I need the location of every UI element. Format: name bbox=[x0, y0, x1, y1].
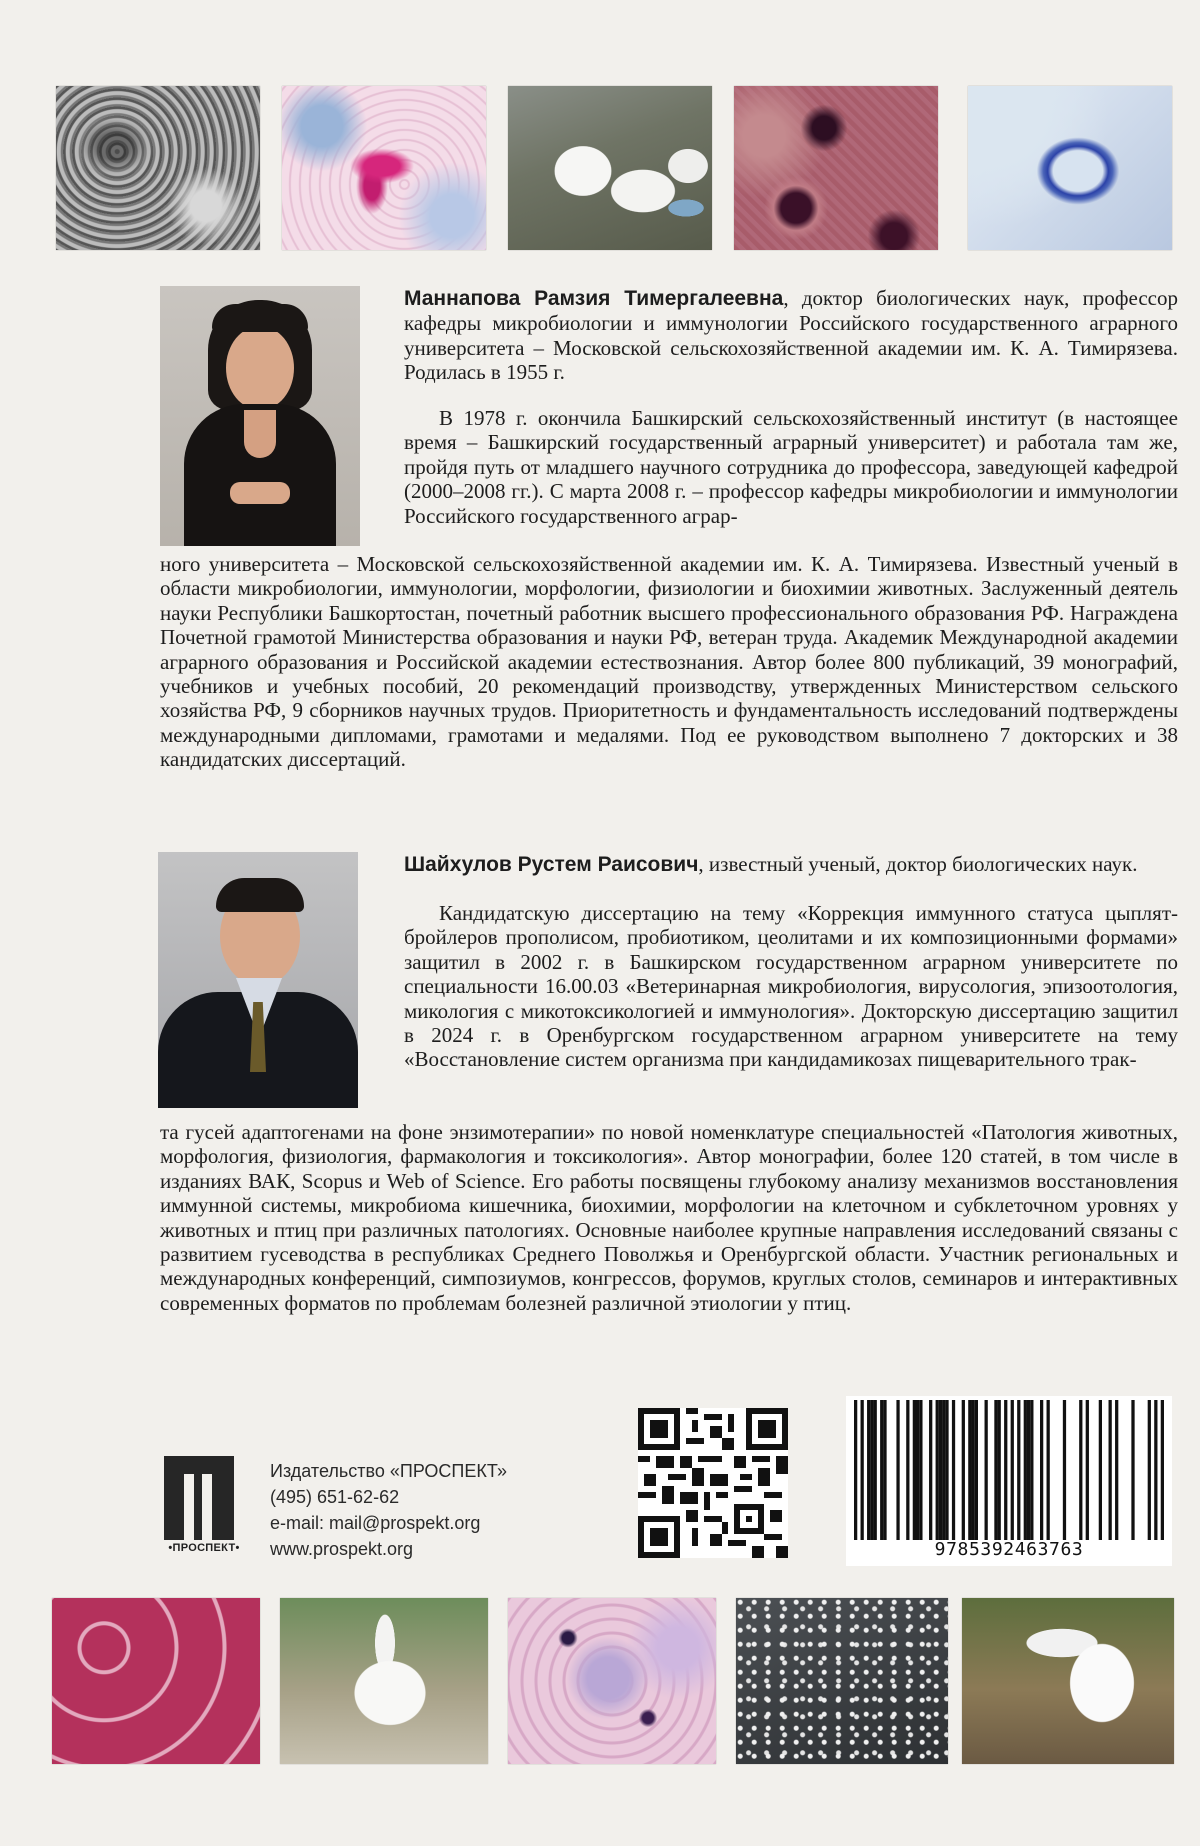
barcode-bar bbox=[962, 1400, 965, 1540]
barcode-bar bbox=[1047, 1400, 1050, 1540]
blue-stained-cell-image bbox=[968, 86, 1172, 250]
barcode-bar bbox=[994, 1400, 997, 1540]
barcode-digits: 9785392463763 bbox=[934, 1539, 1084, 1560]
author2-intro-text: , известный ученый, доктор биологических наук. bbox=[698, 852, 1138, 876]
stained-smear-image bbox=[282, 86, 486, 250]
publisher-info bbox=[270, 1458, 507, 1562]
barcode-bar bbox=[929, 1400, 932, 1540]
tissue-section-image bbox=[734, 86, 938, 250]
barcode-bar bbox=[952, 1400, 955, 1540]
barcode-bar bbox=[1004, 1400, 1007, 1540]
barcode-bar bbox=[1115, 1400, 1118, 1540]
barcode-bar bbox=[971, 1400, 974, 1540]
barcode-bar bbox=[854, 1400, 857, 1540]
author1-photo bbox=[160, 286, 360, 546]
barcode-bar bbox=[861, 1400, 864, 1540]
barcode-bar bbox=[1040, 1400, 1043, 1540]
barcode-bar bbox=[1030, 1400, 1033, 1540]
barcode-bar bbox=[1131, 1400, 1134, 1540]
barcode-bar bbox=[906, 1400, 909, 1540]
publisher-website: www.prospekt.org bbox=[270, 1539, 414, 1559]
author2-bio-side: Кандидатскую диссертацию на тему «Коррекция иммунного статуса цыплят-бройлеров прополисом, пробиотиком, цеолитами и их композиционными формами» защитил в 2002 г. в Башкирском государственном аграрном университете по специальности 16.00.03 «Ветеринарная микробиология, вирусология, эпизоотология, микология с микотоксикологией и иммунология». Докторскую диссертацию защитил в 2024 г. в Оренбургском государственном аграрном университете на тему «Восстановление систем организма при кандидамикозах пищеварительного трак- bbox=[404, 901, 1178, 1072]
qr-code bbox=[638, 1408, 788, 1558]
author2-bio-full: та гусей адаптогенами на фоне энзимотерапии» по новой номенклатуре специальностей «Патология животных, морфология, физиология, фармакология и токсикология». Автор монографии, более 120 статей, в том числе в изданиях ВАК, Scopus и Web of Science. Его работы посвящены глубокому анализу механизмов восстановления иммунной системы, микробиома кишечника, биохимии, морфологии на клеточном и субклеточном уровнях у животных и птиц при различных патологиях. Основные наиболее крупные направления исследований связаны с развитием гусеводства в республиках Среднего Поволжья и Оренбургской области. Участник региональных и международных конференций, симпозиумов, конгрессов, форумов, круглых столов, семинаров и интерактивных современных форматов по проблемам болезней различной этиологии у птиц. bbox=[160, 1120, 1178, 1315]
publisher-logo-mark bbox=[164, 1456, 234, 1540]
publisher-email: e-mail: mail@prospekt.org bbox=[270, 1513, 481, 1533]
barcode-bar bbox=[1109, 1400, 1112, 1540]
barcode-bar bbox=[870, 1400, 873, 1540]
barcode-bar bbox=[942, 1400, 945, 1540]
barcode-bar bbox=[1017, 1400, 1020, 1540]
barcode-bar bbox=[1099, 1400, 1102, 1540]
publisher-logo-text: •ПРОСПЕКТ• bbox=[168, 1542, 240, 1554]
barcode-bar bbox=[1154, 1400, 1157, 1540]
geese-photo-2 bbox=[280, 1598, 488, 1764]
barcode-bar bbox=[998, 1400, 1001, 1540]
barcode-bar bbox=[936, 1400, 939, 1540]
barcode-bar bbox=[1079, 1400, 1082, 1540]
barcode-bar bbox=[896, 1400, 899, 1540]
barcode-bar bbox=[1086, 1400, 1089, 1540]
goose-flapping-photo bbox=[962, 1598, 1174, 1764]
author1-intro-text: , доктор биологических наук, профессор кафедры микробиологии и иммунологии Российского государственного аграрного университета – Московской сельскохозяйственной академии им. К. А. Тимирязева. Родилась в 1955 г. bbox=[404, 286, 1178, 385]
geese-photo bbox=[508, 86, 712, 250]
barcode-bar bbox=[1011, 1400, 1014, 1540]
barcode-bar bbox=[1148, 1400, 1151, 1540]
barcode-bar bbox=[883, 1400, 886, 1540]
author1-bio-full: ного университета – Московской сельскохозяйственной академии им. К. А. Тимирязева. Известный ученый в области микробиологии, иммунологии, морфологии, физиологии и биохимии животных. Заслуженный деятель науки Республики Башкортостан, почетный работник высшего профессионального образования РФ. Награждена Почетной грамотой Министерства образования и науки РФ, ветеран труда. Академик Международной академии аграрного образования и Российской академии естествознания. Автор более 800 публикаций, 39 монографий, учебников и учебных пособий, 20 рекомендаций производству, утвержденных Министерством сельского хозяйства РФ, 9 сборников научных трудов. Приоритетность и фундаментальность исследований подтверждены международными дипломами, грамотами и медалями. Под ее руководством выполнено 7 докторских и 38 кандидатских диссертаций. bbox=[160, 552, 1178, 772]
barcode-bar bbox=[916, 1400, 919, 1540]
barcode-bar bbox=[939, 1400, 942, 1540]
publisher-name: Издательство «ПРОСПЕКТ» bbox=[270, 1461, 508, 1481]
barcode-bar bbox=[985, 1400, 988, 1540]
barcode-bar bbox=[975, 1400, 978, 1540]
micrograph-cell-image bbox=[56, 86, 260, 250]
barcode-bars bbox=[854, 1400, 1164, 1540]
barcode-bar bbox=[913, 1400, 916, 1540]
tissue-histology-image bbox=[52, 1598, 260, 1764]
isbn-barcode bbox=[846, 1396, 1172, 1566]
barcode-bar bbox=[1027, 1400, 1030, 1540]
publisher-logo bbox=[156, 1456, 252, 1560]
barcode-bar bbox=[1024, 1400, 1027, 1540]
author1-bio-side: В 1978 г. окончила Башкирский сельскохозяйственный институт (в настоящее время – Башкирский государственный аграрный университет) и работала там же, пройдя путь от младшего научного сотрудника до профессора, заведующей кафедрой (2000–2008 гг.). С марта 2008 г. – профессор кафедры микробиологии и иммунологии Российского государственного аграр- bbox=[404, 406, 1178, 528]
barcode-bar bbox=[867, 1400, 870, 1540]
author2-photo bbox=[158, 852, 358, 1108]
barcode-bar bbox=[874, 1400, 877, 1540]
author2-name: Шайхулов Рустем Раисович bbox=[404, 853, 699, 876]
barcode-bar bbox=[1161, 1400, 1164, 1540]
author1-intro bbox=[404, 286, 1178, 385]
barcode-bar bbox=[968, 1400, 971, 1540]
stained-smear-image-2 bbox=[508, 1598, 716, 1764]
author1-name: Маннапова Рамзия Тимергалеевна bbox=[404, 287, 784, 310]
barcode-bar bbox=[919, 1400, 922, 1540]
publisher-phone: (495) 651-62-62 bbox=[270, 1487, 400, 1507]
barcode-bar bbox=[945, 1400, 948, 1540]
barcode-bar bbox=[1063, 1400, 1066, 1540]
colony-culture-image bbox=[736, 1598, 948, 1764]
author2-intro bbox=[404, 852, 1178, 877]
barcode-bar bbox=[880, 1400, 883, 1540]
